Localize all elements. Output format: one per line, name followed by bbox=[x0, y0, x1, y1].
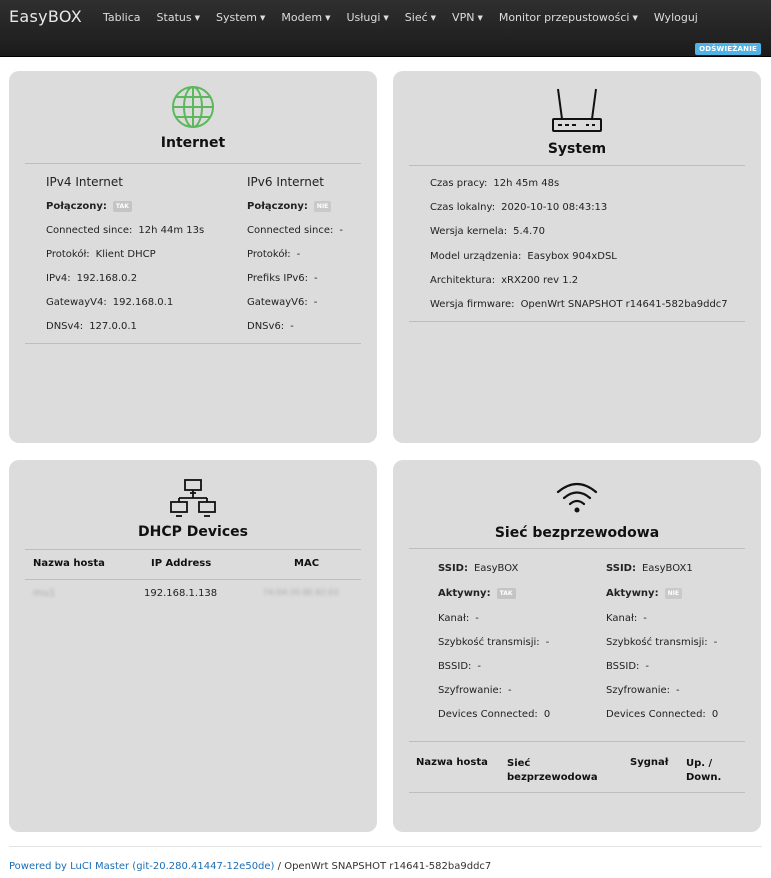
wireless-title: Sieć bezprzewodowa bbox=[494, 525, 660, 541]
ipv6-connected-row: Połączony: NIE bbox=[247, 201, 331, 212]
brand-logo[interactable]: EasyBOX bbox=[9, 7, 83, 26]
nav-vpn[interactable]: VPN ▼ bbox=[452, 11, 483, 24]
caret-down-icon: ▼ bbox=[477, 14, 483, 22]
system-row-arch: Architektura: xRX200 rev 1.2 bbox=[430, 275, 579, 286]
ipv6-heading: IPv6 Internet bbox=[247, 175, 324, 189]
system-row-firmware: Wersja firmware: OpenWrt SNAPSHOT r14641-582ba9ddc7 bbox=[430, 299, 728, 310]
status-badge: NIE bbox=[314, 201, 331, 212]
wifi1-channel-row: Kanał: - bbox=[438, 613, 479, 624]
luci-link[interactable]: Powered by LuCI Master (git-20.280.41447-12e50de) bbox=[9, 861, 275, 872]
dhcp-mac-cell: 74:D4:35:8E:82:03 bbox=[263, 588, 339, 597]
nav-uslugi[interactable]: Usługi ▼ bbox=[346, 11, 389, 24]
divider bbox=[25, 579, 361, 580]
wifi1-bssid-row: BSSID: - bbox=[438, 661, 482, 672]
footer-version: / OpenWrt SNAPSHOT r14641-582ba9ddc7 bbox=[274, 861, 492, 872]
dhcp-host-cell: mu1 bbox=[33, 588, 56, 599]
router-icon bbox=[550, 87, 604, 135]
wifi1-devices-row: Devices Connected: 0 bbox=[438, 709, 551, 720]
internet-title: Internet bbox=[160, 135, 226, 151]
wifi-icon bbox=[555, 480, 599, 514]
status-badge: TAK bbox=[113, 201, 132, 212]
status-badge: TAK bbox=[497, 588, 516, 599]
main-nav bbox=[103, 11, 714, 24]
wifi1-ssid-row: SSID: EasyBOX bbox=[438, 563, 519, 574]
nav-bandwidth-monitor[interactable]: Monitor przepustowości ▼ bbox=[498, 11, 638, 24]
nav-system[interactable]: System ▼ bbox=[215, 11, 266, 24]
wifi2-active-row: Aktywny: NIE bbox=[606, 588, 682, 599]
ipv4-gateway-row: GatewayV4: 192.168.0.1 bbox=[46, 297, 174, 308]
system-row-uptime: Czas pracy: 12h 45m 48s bbox=[430, 178, 560, 189]
nav-siec[interactable]: Sieć ▼ bbox=[404, 11, 437, 24]
column-header-mac: MAC bbox=[294, 558, 320, 569]
top-navbar bbox=[0, 0, 771, 57]
column-header-wireless: Sieć bezprzewodowa bbox=[507, 758, 598, 783]
wifi1-encryption-row: Szyfrowanie: - bbox=[438, 685, 512, 696]
caret-down-icon: ▼ bbox=[430, 14, 437, 22]
ipv4-heading: IPv4 Internet bbox=[46, 175, 123, 189]
nav-modem[interactable]: Modem ▼ bbox=[281, 11, 331, 24]
internet-card bbox=[9, 71, 377, 443]
caret-down-icon: ▼ bbox=[260, 14, 266, 22]
dhcp-ip-cell: 192.168.1.138 bbox=[144, 588, 218, 599]
column-header-updown: Up. / Down. bbox=[686, 758, 722, 783]
system-row-model: Model urządzenia: Easybox 904xDSL bbox=[430, 251, 617, 262]
system-card bbox=[393, 71, 761, 443]
nav-tablica[interactable]: Tablica bbox=[103, 11, 141, 24]
system-row-local-time: Czas lokalny: 2020-10-10 08:43:13 bbox=[430, 202, 608, 213]
divider bbox=[25, 343, 361, 344]
caret-down-icon: ▼ bbox=[632, 14, 638, 22]
wireless-card bbox=[393, 460, 761, 832]
ipv4-protocol-row: Protokół: Klient DHCP bbox=[46, 249, 156, 260]
ipv4-dns-row: DNSv4: 127.0.0.1 bbox=[46, 321, 137, 332]
wifi1-rate-row: Szybkość transmisji: - bbox=[438, 637, 550, 648]
wifi2-ssid-row: SSID: EasyBOX1 bbox=[606, 563, 693, 574]
nav-logout[interactable]: Wyloguj bbox=[653, 11, 698, 24]
wifi1-active-row: Aktywny: TAK bbox=[438, 588, 516, 599]
ipv6-prefix-row: Prefiks IPv6: - bbox=[247, 273, 318, 284]
divider bbox=[409, 741, 745, 742]
dhcp-card bbox=[9, 460, 377, 832]
wifi2-devices-row: Devices Connected: 0 bbox=[606, 709, 719, 720]
system-title: System bbox=[547, 141, 607, 157]
nav-status[interactable]: Status ▼ bbox=[156, 11, 200, 24]
wifi2-bssid-row: BSSID: - bbox=[606, 661, 650, 672]
ipv6-gateway-row: GatewayV6: - bbox=[247, 297, 318, 308]
divider bbox=[409, 792, 745, 793]
globe-icon bbox=[171, 85, 215, 129]
dhcp-title: DHCP Devices bbox=[138, 524, 248, 540]
column-header-ip: IP Address bbox=[151, 558, 212, 569]
system-row-kernel: Wersja kernela: 5.4.70 bbox=[430, 226, 545, 237]
ipv6-protocol-row: Protokół: - bbox=[247, 249, 301, 260]
divider bbox=[409, 548, 745, 549]
caret-down-icon: ▼ bbox=[194, 14, 200, 22]
column-header-hostname: Nazwa hosta bbox=[416, 757, 488, 768]
ipv4-connected-row: Połączony: TAK bbox=[46, 201, 132, 212]
refresh-badge[interactable]: ODŚWIEŻANIE bbox=[695, 43, 761, 55]
status-badge: NIE bbox=[665, 588, 682, 599]
column-header-hostname: Nazwa hosta bbox=[33, 558, 105, 569]
ipv6-connected-since-row: Connected since: - bbox=[247, 225, 343, 236]
wifi2-encryption-row: Szyfrowanie: - bbox=[606, 685, 680, 696]
footer bbox=[9, 861, 491, 872]
divider bbox=[25, 549, 361, 550]
column-header-signal: Sygnał bbox=[630, 757, 669, 768]
ipv4-connected-since-row: Connected since: 12h 44m 13s bbox=[46, 225, 205, 236]
caret-down-icon: ▼ bbox=[383, 14, 389, 22]
caret-down-icon: ▼ bbox=[325, 14, 331, 22]
ipv6-dns-row: DNSv6: - bbox=[247, 321, 294, 332]
footer-divider bbox=[9, 846, 762, 847]
ipv4-address-row: IPv4: 192.168.0.2 bbox=[46, 273, 138, 284]
network-icon bbox=[169, 478, 217, 518]
divider bbox=[25, 163, 361, 164]
wifi2-channel-row: Kanał: - bbox=[606, 613, 647, 624]
divider bbox=[409, 165, 745, 166]
divider bbox=[409, 321, 745, 322]
wifi2-rate-row: Szybkość transmisji: - bbox=[606, 637, 718, 648]
